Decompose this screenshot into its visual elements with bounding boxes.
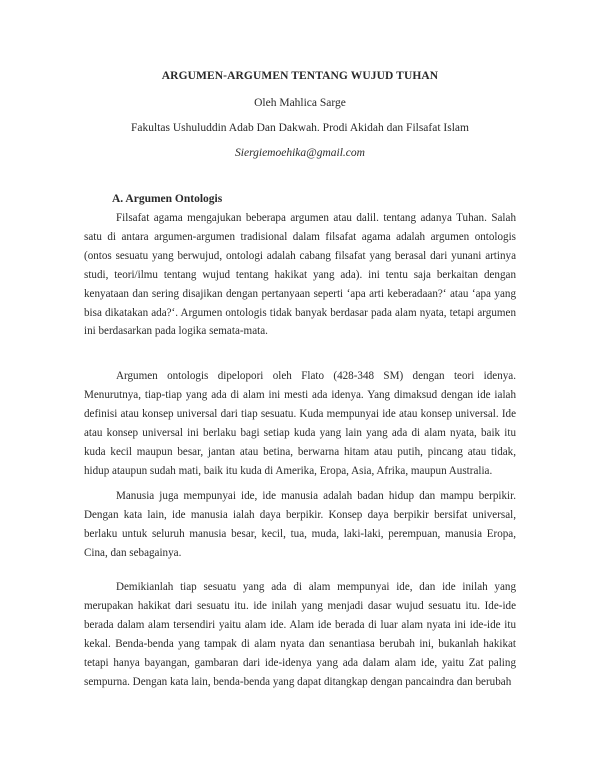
document-title: ARGUMEN-ARGUMEN TENTANG WUJUD TUHAN xyxy=(161,70,439,82)
author-affiliation: Fakultas Ushuluddin Adab Dan Dakwah. Prodi Akidah dan Filsafat Islam xyxy=(131,122,469,134)
paragraph: Demikianlah tiap sesuatu yang ada di alam mempunyai ide, dan ide inilah yang merupakan hakikat dari sesuatu itu. ide inilah yang menjadi dasar wujud sesuatu itu. Ide-ide berada dalam alam tersendiri yaitu alam ide. Alam ide berada di luar alam nyata ini ide-ide itu kekal. Benda-benda yang tampak di alam nyata dan senantiasa berubah ini, bukanlah hakikat tetapi hanya bayangan, gambaran dari ide-idenya yang ada dalam alam ide, yaitu Zat paling sempurna. Dengan kata lain, benda-benda yang dapat ditangkap dengan pancaindra dan berubah xyxy=(84,581,516,688)
author-name: Oleh Mahlica Sarge xyxy=(254,97,346,109)
paragraph: Manusia juga mempunyai ide, ide manusia adalah badan hidup dan mampu berpikir. Dengan kata lain, ide manusia ialah daya berpikir. Konsep daya berpikir bersifat universal, berlaku untuk seluruh manusia besar, kecil, tua, muda, laki-laki, perempuan, manusia Eropa, Cina, dan sebagainya. xyxy=(84,490,516,559)
author-email: Siergiemoehika@gmail.com xyxy=(235,147,365,159)
paragraph: Filsafat agama mengajukan beberapa argumen atau dalil. tentang adanya Tuhan. Salah satu di antara argumen-argumen tradisional dalam filsafat agama adalah argumen ontologis (ontos sesuatu yang berwujud, ontologi adalah cabang filsafat yang berasal dari yunani artinya studi, teori/ilmu tentang wujud tentang hakikat yang ada). ini tentu saja berkaitan dengan kenyataan dan sering disajikan dengan pertanyaan seperti ‘apa arti keberadaan?‘ atau ‘apa yang bisa dikatakan ada?‘. Argumen ontologis tidak banyak berdasar pada alam nyata, tetapi argumen ini berdasarkan pada logika semata-mata. xyxy=(84,212,516,338)
section-heading: A. Argumen Ontologis xyxy=(112,193,223,205)
paragraph: Argumen ontologis dipelopori oleh Flato (428-348 SM) dengan teori idenya. Menurutnya, tiap-tiap yang ada di alam ini mesti ada idenya. Yang dimaksud dengan ide ialah definisi atau konsep universal dari tiap sesuatu. Kuda mempunyai ide atau konsep universal. Ide atau konsep universal ini berlaku bagi setiap kuda yang lain yang ada di alam nyata, baik itu kuda kecil maupun besar, jantan atau betina, berwarna hitam atau putih, pincang atau tidak, hidup ataupun sudah mati, baik itu kuda di Amerika, Eropa, Asia, Afrika, maupun Australia. xyxy=(84,370,516,477)
